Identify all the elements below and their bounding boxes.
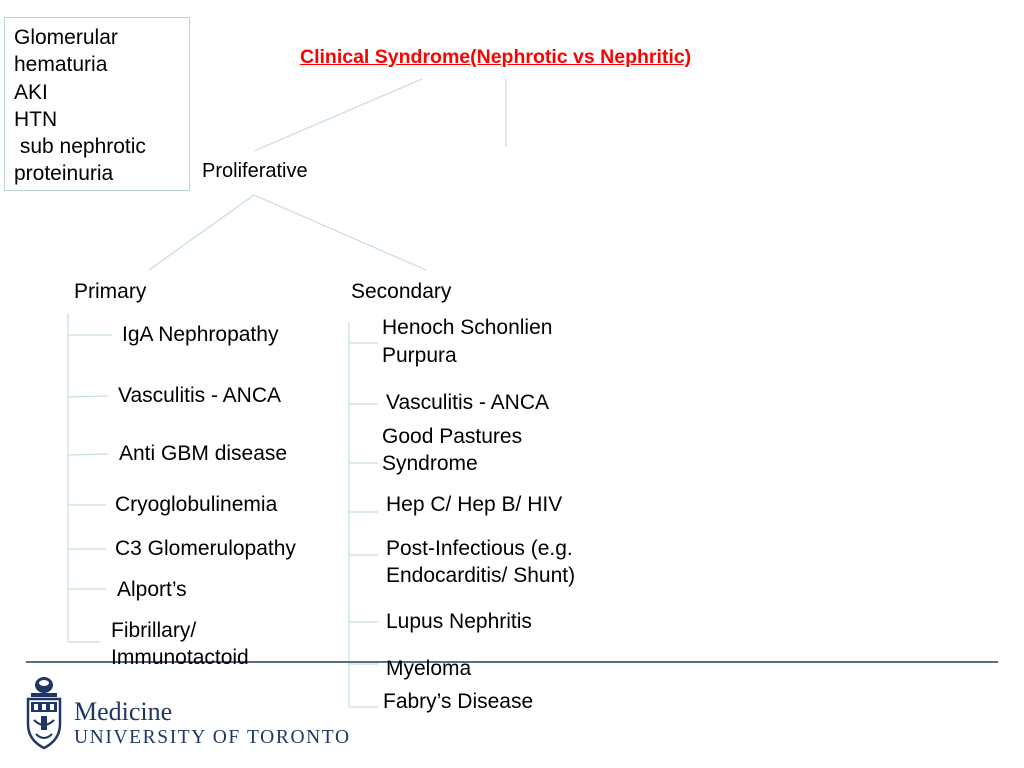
primary-item: IgA Nephropathy	[122, 323, 279, 346]
feature-line: hematuria	[14, 53, 108, 77]
primary-item: Anti GBM disease	[119, 442, 288, 465]
connector-title-to-proliferative	[254, 79, 422, 151]
heading-primary: Primary	[74, 280, 147, 303]
secondary-item: Purpura	[382, 344, 457, 367]
secondary-item: Hep C/ Hep B/ HIV	[386, 493, 563, 516]
secondary-item: Henoch Schonlien	[382, 316, 553, 339]
secondary-item: Syndrome	[382, 452, 478, 475]
secondary-item: Lupus Nephritis	[386, 610, 532, 633]
logo-university-text: UNIVERSITY OF TORONTO	[74, 727, 351, 748]
feature-line: HTN	[14, 107, 58, 131]
feature-line: AKI	[14, 80, 48, 104]
primary-item: Alport’s	[117, 578, 187, 601]
primary-item: Immunotactoid	[111, 646, 249, 669]
primary-item: Vasculitis - ANCA	[118, 384, 281, 407]
heading-secondary: Secondary	[351, 280, 452, 303]
secondary-item: Fabry’s Disease	[383, 690, 534, 713]
university-crest-logo	[24, 674, 64, 761]
primary-tick	[68, 396, 108, 397]
feature-line: sub nephrotic	[14, 135, 146, 159]
primary-item: Cryoglobulinemia	[115, 493, 278, 516]
secondary-item: Vasculitis - ANCA	[386, 391, 549, 414]
secondary-item: Endocarditis/ Shunt)	[386, 564, 576, 587]
primary-item: C3 Glomerulopathy	[115, 537, 296, 560]
secondary-item: Myeloma	[386, 657, 472, 680]
connector-proliferative-to-primary	[149, 195, 254, 270]
secondary-item: Post-Infectious (e.g.	[386, 537, 573, 560]
feature-line: proteinuria	[14, 162, 114, 186]
connector-proliferative-to-secondary	[254, 195, 426, 270]
clinical-features-box	[4, 17, 190, 191]
feature-line: Glomerular	[14, 26, 118, 49]
secondary-item: Good Pastures	[382, 425, 523, 448]
node-proliferative: Proliferative	[202, 160, 308, 182]
logo-medicine-text: Medicine	[74, 697, 173, 726]
primary-tick	[68, 454, 108, 455]
primary-item: Fibrillary/	[111, 619, 197, 642]
slide-title: Clinical Syndrome(Nephrotic vs Nephritic)	[300, 46, 692, 68]
